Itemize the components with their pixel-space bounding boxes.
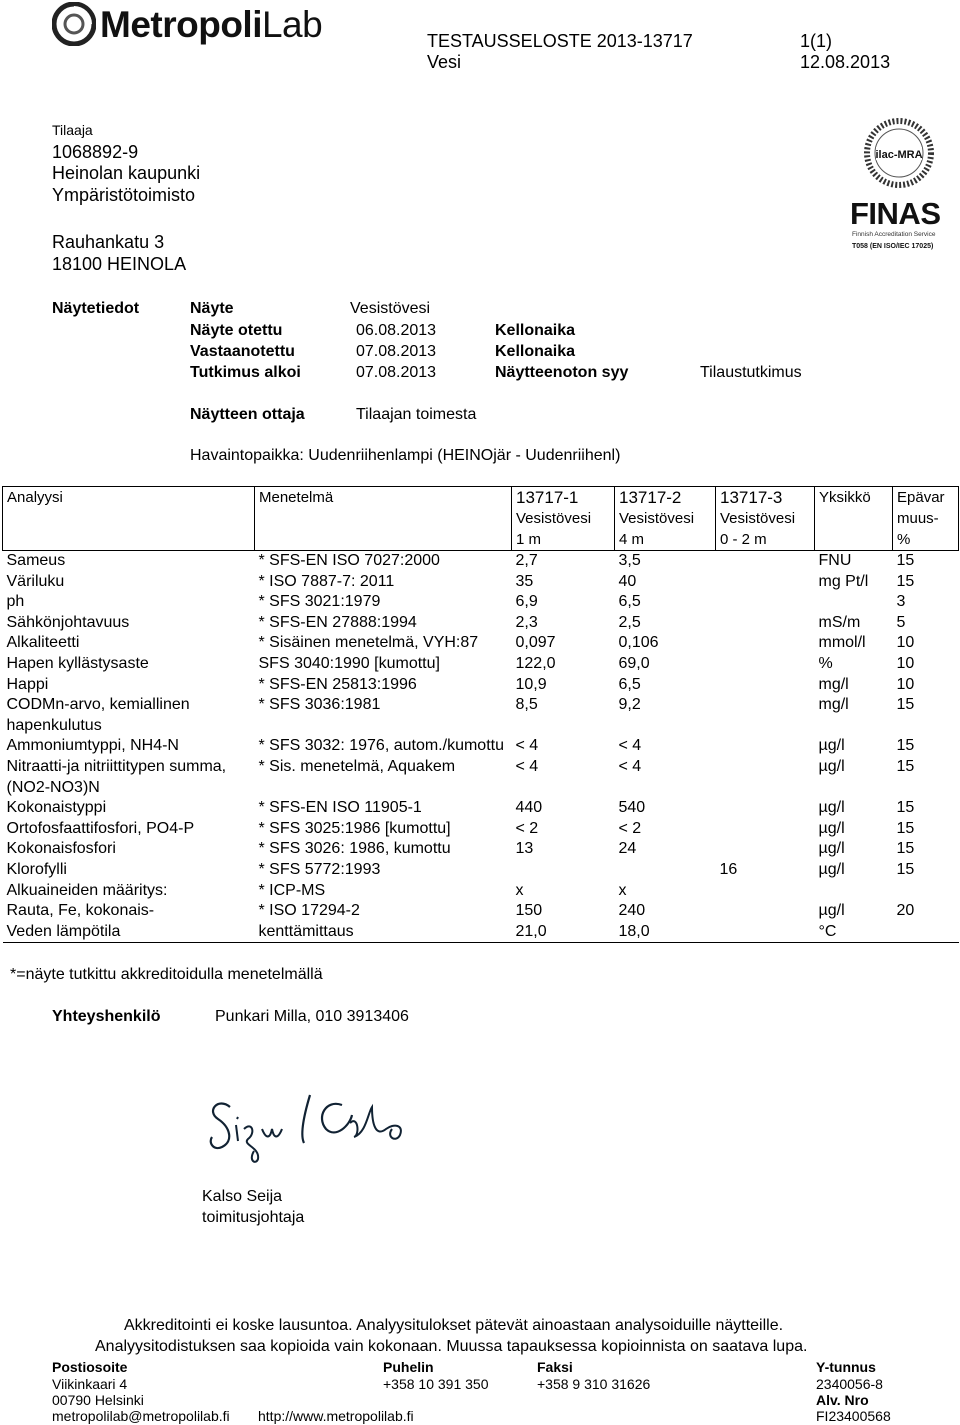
cell-method: * ICP-MS [258, 881, 326, 899]
cell-analysis: CODMn-arvo, kemiallinen hapenkulutus [6, 696, 190, 734]
table-row [3, 592, 959, 613]
accreditation-footnote: *=näyte tutkittu akkreditoidulla menetelmällä [10, 966, 323, 983]
footer-phone: +358 10 391 350 [383, 1376, 489, 1392]
started-value: 07.08.2013 [356, 364, 437, 381]
cell-sample-3 [716, 633, 815, 654]
signer-name: Kalso Seija [202, 1188, 283, 1205]
customer-name-2: Ympäristötoimisto [52, 185, 196, 205]
cell-analysis: Alkuaineiden määritys: [6, 881, 168, 899]
cell-unit: % [818, 654, 833, 672]
cell-method: * SFS-EN ISO 7027:2000 [258, 552, 440, 569]
cell-unit: FNU [818, 552, 852, 569]
cell-uncertainty: 15 [896, 696, 915, 714]
reason-label: Näytteenoton syy [495, 364, 629, 381]
cell-sample-1: 0,097 [515, 634, 556, 652]
footer-phone-label: Puhelin [383, 1359, 434, 1375]
cell-sample-3 [716, 572, 815, 593]
table-row [3, 757, 959, 798]
cell-unit: °C [815, 922, 893, 943]
cell-method: * SFS 5772:1993 [258, 860, 381, 878]
cell-sample-3 [716, 736, 815, 757]
cell-method: * SFS-EN 25813:1996 [258, 675, 417, 693]
cell-sample-3 [716, 839, 815, 860]
cell-analysis: Rauta, Fe, kokonais- [6, 902, 155, 920]
sample-info-heading: Näytetiedot [52, 300, 140, 317]
cell-method: * SFS 3036:1981 [258, 696, 381, 714]
sample-label: Näyte [190, 300, 234, 317]
sampler-value: Tilaajan toimesta [356, 406, 477, 423]
cell-analysis: Klorofylli [6, 860, 67, 878]
contact-label: Yhteyshenkilö [52, 1008, 161, 1025]
cell-sample-2: 18,0 [615, 922, 716, 943]
cell-sample-3: 16 [719, 860, 738, 878]
cell-sample-1: 35 [515, 572, 534, 590]
cell-sample-3 [716, 592, 815, 613]
cell-sample-3 [716, 654, 815, 675]
footer-alv: FI23400568 [816, 1408, 891, 1424]
footer-postal-2: 00790 Helsinki [52, 1392, 144, 1408]
customer-label: Tilaaja [52, 122, 93, 138]
cell-analysis: Happi [6, 675, 49, 693]
logo-swirl-icon [52, 2, 96, 46]
cell-sample-1: 6,9 [515, 593, 538, 611]
received-label: Vastaanotettu [190, 343, 295, 360]
cell-uncertainty: 15 [896, 552, 915, 569]
footer-alv-label: Alv. Nro [816, 1392, 869, 1408]
cell-sample-3 [716, 757, 815, 798]
cell-method: SFS 3040:1990 [kumottu] [258, 654, 440, 672]
col-header-method: Menetelmä [255, 487, 512, 551]
cell-uncertainty: 15 [896, 572, 915, 590]
cell-sample-2: 0,106 [618, 634, 659, 652]
logo-text-end: Lab [261, 4, 323, 45]
received-time-label: Kellonaika [495, 343, 576, 360]
cell-uncertainty: 15 [896, 799, 915, 817]
sample-value: Vesistövesi [350, 300, 431, 317]
cell-uncertainty: 10 [896, 654, 915, 672]
cell-analysis: Sähkönjohtavuus [6, 613, 130, 631]
cell-sample-3 [716, 798, 815, 819]
cell-sample-3 [716, 551, 815, 572]
customer-address-1: Rauhankatu 3 [52, 232, 165, 252]
cell-sample-3 [716, 901, 815, 922]
cell-sample-2: x [618, 881, 627, 899]
ilac-mra-icon [864, 118, 934, 188]
cell-uncertainty: 15 [896, 860, 915, 878]
cell-uncertainty: 5 [896, 613, 906, 631]
col-header-unit: Yksikkö [815, 487, 893, 551]
cell-sample-3 [716, 819, 815, 840]
cell-uncertainty: 20 [896, 902, 915, 920]
taken-time-label: Kellonaika [495, 322, 576, 339]
cell-sample-1: < 4 [515, 737, 539, 755]
cell-sample-2: < 4 [618, 737, 642, 755]
finas-subtitle: Finnish Accreditation Service [852, 231, 936, 238]
cell-unit: µg/l [818, 799, 845, 817]
footer-postal-1: Viikinkaari 4 [52, 1376, 128, 1392]
table-row [3, 881, 959, 902]
received-value: 07.08.2013 [356, 343, 437, 360]
cell-uncertainty: 15 [896, 737, 915, 755]
cell-sample-3 [716, 695, 815, 736]
cell-uncertainty: 3 [896, 593, 906, 611]
cell-uncertainty [893, 922, 959, 943]
customer-name-1: Heinolan kaupunki [52, 163, 201, 183]
cell-uncertainty: 10 [896, 675, 915, 693]
footer-web: http://www.metropolilab.fi [258, 1408, 414, 1424]
table-row [3, 695, 959, 736]
table-row [3, 798, 959, 819]
cell-unit [815, 592, 893, 613]
cell-sample-1: 21,0 [512, 922, 615, 943]
cell-uncertainty: 15 [896, 819, 915, 837]
sampling-site: Havaintopaikka: Uudenriihenlampi (HEINOjär - Uudenriihenl) [190, 447, 621, 464]
table-row [3, 572, 959, 593]
cell-unit: µg/l [818, 819, 845, 837]
cell-analysis: Kokonaistyppi [6, 799, 107, 817]
cell-unit: mg/l [818, 675, 849, 693]
cell-unit: mg/l [818, 696, 849, 714]
cell-sample-2: < 2 [618, 819, 642, 837]
cell-analysis: Veden lämpötila [3, 922, 255, 943]
logo-text-main: Metropoli [100, 4, 262, 45]
footer-fax: +358 9 310 31626 [537, 1376, 651, 1392]
cell-method: * SFS-EN ISO 11905-1 [258, 799, 422, 817]
document-date: 12.08.2013 [800, 52, 891, 72]
table-row [3, 633, 959, 654]
signer-title: toimitusjohtaja [202, 1209, 305, 1226]
table-row [3, 819, 959, 840]
table-row [3, 654, 959, 675]
col-header-sample-2: 13717-2 Vesistövesi 4 m [615, 487, 716, 551]
cell-sample-1: 2,7 [515, 552, 538, 569]
cell-method: * ISO 7887-7: 2011 [258, 572, 395, 590]
cell-sample-1: 13 [515, 840, 534, 858]
customer-address-2: 18100 HEINOLA [52, 254, 187, 274]
cell-method: * ISO 17294-2 [258, 902, 360, 920]
sampler-label: Näytteen ottaja [190, 406, 305, 423]
col-header-sample-3: 13717-3 Vesistövesi 0 - 2 m [716, 487, 815, 551]
cell-method: * SFS 3025:1986 [kumottu] [258, 819, 451, 837]
cell-sample-1: 10,9 [515, 675, 547, 693]
table-row [3, 839, 959, 860]
table-row [3, 922, 959, 943]
cell-method: * Sisäinen menetelmä, VYH:87 [258, 634, 479, 652]
customer-id: 1068892-9 [52, 142, 139, 162]
cell-analysis: Ammoniumtyppi, NH4-N [6, 737, 179, 755]
footer-postal-label: Postiosoite [52, 1359, 128, 1375]
svg-text:ilac-MRA: ilac-MRA [875, 149, 923, 161]
table-row [3, 675, 959, 696]
cell-unit: µg/l [818, 757, 845, 775]
table-row [3, 736, 959, 757]
cell-sample-1: < 4 [515, 757, 539, 775]
cell-sample-1 [512, 860, 615, 881]
footer-note-1: Akkreditointi ei koske lausuntoa. Analyysitulokset pätevät ainoastaan analysoiduille näytteille. [124, 1317, 784, 1334]
cell-sample-2: 9,2 [618, 696, 641, 714]
taken-value: 06.08.2013 [356, 322, 437, 339]
cell-sample-2: 2,5 [618, 613, 641, 631]
cell-method: * SFS 3026: 1986, kumottu [258, 840, 451, 858]
cell-analysis: Väriluku [6, 572, 65, 590]
cell-sample-1: x [515, 881, 524, 899]
cell-uncertainty: 15 [896, 757, 915, 775]
cell-uncertainty: 15 [896, 840, 915, 858]
cell-sample-1: 440 [515, 799, 543, 817]
contact-value: Punkari Milla, 010 3913406 [215, 1008, 409, 1025]
cell-analysis: Kokonaisfosfori [6, 840, 116, 858]
cell-uncertainty: 10 [896, 634, 915, 652]
cell-unit: µg/l [818, 860, 845, 878]
table-row [3, 551, 959, 572]
signature-image [200, 1085, 420, 1165]
col-header-analysis: Analyysi [3, 487, 255, 551]
col-header-uncertainty: Epävar muus- % [893, 487, 959, 551]
cell-sample-3 [716, 881, 815, 902]
footer-ytunnus-label: Y-tunnus [816, 1359, 876, 1375]
document-title: TESTAUSSELOSTE 2013-13717 [427, 31, 693, 51]
cell-unit [815, 881, 893, 902]
cell-analysis: Ortofosfaattifosfori, PO4-P [6, 819, 195, 837]
finas-text: FINAS [850, 196, 941, 231]
cell-sample-1: 122,0 [515, 654, 556, 672]
cell-sample-1: < 2 [515, 819, 539, 837]
cell-analysis: Nitraatti-ja nitriittitypen summa, (NO2-NO3)N [6, 757, 227, 796]
cell-unit: mS/m [818, 613, 861, 631]
cell-method: kenttämittaus [255, 922, 512, 943]
cell-unit: mmol/l [818, 634, 866, 652]
cell-sample-1: 150 [515, 902, 543, 920]
footer-note-2: Analyysitodistuksen saa kopioida vain kokonaan. Muussa tapauksessa kopioinnista on saatava lupa. [95, 1338, 808, 1355]
started-label: Tutkimus alkoi [190, 364, 301, 381]
page-number: 1(1) [800, 31, 833, 51]
cell-sample-2: 69,0 [618, 654, 650, 672]
footer-ytunnus: 2340056-8 [816, 1376, 883, 1392]
cell-method: * SFS 3032: 1976, autom./kumottu [258, 737, 504, 755]
cell-sample-2: 24 [618, 840, 637, 858]
results-table [2, 486, 959, 943]
cell-unit: µg/l [818, 737, 845, 755]
cell-sample-3 [716, 922, 815, 943]
taken-label: Näyte otettu [190, 322, 283, 339]
cell-sample-3 [716, 675, 815, 696]
cell-unit: µg/l [818, 840, 845, 858]
cell-sample-2: 540 [618, 799, 646, 817]
footer-email: metropolilab@metropolilab.fi [52, 1408, 230, 1424]
finas-code: T058 (EN ISO/IEC 17025) [852, 243, 934, 250]
footer-fax-label: Faksi [537, 1359, 573, 1375]
cell-sample-2: 240 [618, 902, 646, 920]
cell-unit: µg/l [818, 902, 845, 920]
cell-sample-1: 8,5 [515, 696, 538, 714]
cell-analysis: Alkaliteetti [6, 634, 80, 652]
cell-sample-2: 6,5 [618, 675, 641, 693]
cell-unit: mg Pt/l [818, 572, 869, 590]
table-row [3, 901, 959, 922]
cell-sample-2: 3,5 [618, 552, 641, 569]
cell-sample-2: < 4 [618, 757, 642, 775]
col-header-sample-1: 13717-1 Vesistövesi 1 m [512, 487, 615, 551]
reason-value: Tilaustutkimus [700, 364, 802, 381]
cell-uncertainty [893, 881, 959, 902]
cell-sample-2: 40 [618, 572, 637, 590]
table-row [3, 613, 959, 634]
cell-method: * SFS 3021:1979 [258, 593, 381, 611]
cell-method: * SFS-EN 27888:1994 [258, 613, 417, 631]
cell-sample-3 [716, 613, 815, 634]
results-header-row [3, 487, 959, 551]
cell-method: * Sis. menetelmä, Aquakem [258, 757, 456, 775]
cell-analysis: Sameus [6, 552, 66, 569]
cell-sample-2 [615, 860, 716, 881]
cell-analysis: ph [6, 593, 25, 611]
cell-sample-1: 2,3 [515, 613, 538, 631]
cell-sample-2: 6,5 [618, 593, 641, 611]
table-row [3, 860, 959, 881]
document-subject: Vesi [427, 52, 462, 72]
accreditation-logo [848, 118, 950, 256]
cell-analysis: Hapen kyllästysaste [6, 654, 149, 672]
